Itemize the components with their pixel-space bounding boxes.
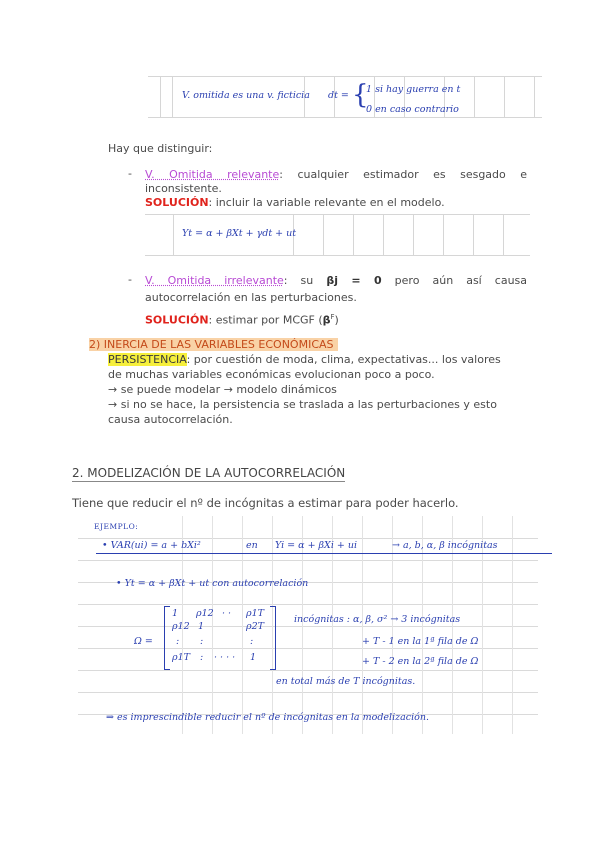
matrix-bracket-left [164, 606, 170, 670]
item2-text-a: : su [283, 274, 314, 287]
intro-text: Hay que distinguir: [108, 142, 213, 155]
note-model-eq: Yi = α + βXi + ui [275, 540, 358, 551]
unknowns-line2: + T - 1 en la 1ª fila de Ω [362, 636, 479, 647]
note-dt: dt = [328, 90, 349, 101]
matrix-cell: : [200, 652, 204, 663]
matrix-cell: 1 [172, 608, 179, 619]
item2-label: V. Omitida irrelevante [145, 274, 284, 287]
note-en: en [246, 540, 258, 551]
note-var-eq: • VAR(ui) = a + bXi² [102, 540, 201, 551]
example-label: EJEMPLO: [94, 522, 139, 531]
dash-1: - [128, 167, 132, 180]
item2-sol-sup: F [330, 313, 335, 321]
item2-beta: βj = 0 [326, 274, 382, 287]
note-brace: { [352, 80, 369, 110]
persistence-line5: causa autocorrelación. [108, 413, 233, 426]
persistence-line2: de muchas variables económicas evolucionan poco a poco. [108, 368, 435, 381]
chapter-intro: Tiene que reducir el nº de incógnitas a estimar para poder hacerlo. [72, 496, 459, 510]
note-autocorr-model: • Yt = α + βXt + ut con autocorrelación [116, 578, 309, 589]
matrix-cell: ρ12 [172, 621, 190, 632]
persistence-line3: → se puede modelar → modelo dinámicos [108, 383, 337, 396]
unknowns-total: en total más de T incógnitas. [276, 676, 416, 687]
item1-line2: inconsistente. [145, 182, 222, 195]
note-unknowns: → a, b, α, β incógnitas [392, 540, 498, 551]
chapter-heading: 2. MODELIZACIÓN DE LA AUTOCORRELACIÓN [72, 466, 346, 480]
dash-2: - [128, 273, 132, 286]
item1-text: : cualquier estimador es sesgado e [279, 168, 528, 181]
item1-hand-equation: Yt = α + βXt + γdt + ut [182, 228, 297, 239]
inertia-heading-text: 2) INERCIA DE LAS VARIABLES ECONÓMICAS [89, 338, 338, 351]
item2-sol-text: : estimar por MCGF ( [208, 313, 323, 327]
persistence-line4: → si no se hace, la persistencia se traslada a las perturbaciones y esto [108, 398, 497, 411]
unknowns-line3: + T - 2 en la 2ª fila de Ω [362, 656, 479, 667]
item2-sol-close: ) [334, 313, 339, 327]
unknowns-line1: incógnitas : α, β, σ² → 3 incógnitas [294, 614, 461, 625]
item1-line1 [145, 167, 527, 182]
matrix-cell: ρ1T [246, 608, 264, 619]
item2-sol-label: SOLUCIÓN [145, 313, 209, 327]
persistence-text1: : por cuestión de moda, clima, expectativas... los valores [186, 353, 501, 366]
item1-solution [145, 195, 445, 210]
item2-line1 [145, 273, 527, 288]
item2-text-b: pero aún así causa [394, 274, 528, 287]
matrix-cell: ρ2T [246, 621, 264, 632]
conclusion-note: ⇒ es imprescindible reducir el nº de incógnitas en la modelización. [106, 712, 429, 723]
omega-label: Ω = [134, 636, 153, 647]
item2-line2: autocorrelación en las perturbaciones. [145, 291, 357, 304]
inertia-heading [89, 337, 338, 352]
matrix-cell: : [250, 636, 254, 647]
note-case-0: 0 en caso contrario [366, 104, 459, 115]
matrix-cell: · · · · [214, 652, 236, 663]
note-omitted-dummy: V. omitida es una v. ficticia [182, 90, 310, 101]
matrix-cell: 1 [250, 652, 257, 663]
matrix-cell: 1 [198, 621, 205, 632]
matrix-cell: : [176, 636, 180, 647]
matrix-cell: ρ1T [172, 652, 190, 663]
item2-solution [145, 310, 339, 328]
item2-sol-beta: β [322, 313, 331, 327]
matrix-cell: ρ12 [196, 608, 214, 619]
persistence-line1 [108, 352, 501, 367]
matrix-bracket-right [270, 606, 276, 670]
persistence-label: PERSISTENCIA [108, 353, 187, 366]
matrix-cell: · · [222, 608, 232, 619]
matrix-cell: : [200, 636, 204, 647]
note-underline [96, 553, 552, 554]
item1-sol-text: : incluir la variable relevante en el modelo. [208, 196, 445, 209]
item1-label: V. Omitida relevante [145, 168, 280, 181]
item1-sol-label: SOLUCIÓN [145, 196, 209, 209]
note-case-1: 1 si hay guerra en t [366, 84, 461, 95]
